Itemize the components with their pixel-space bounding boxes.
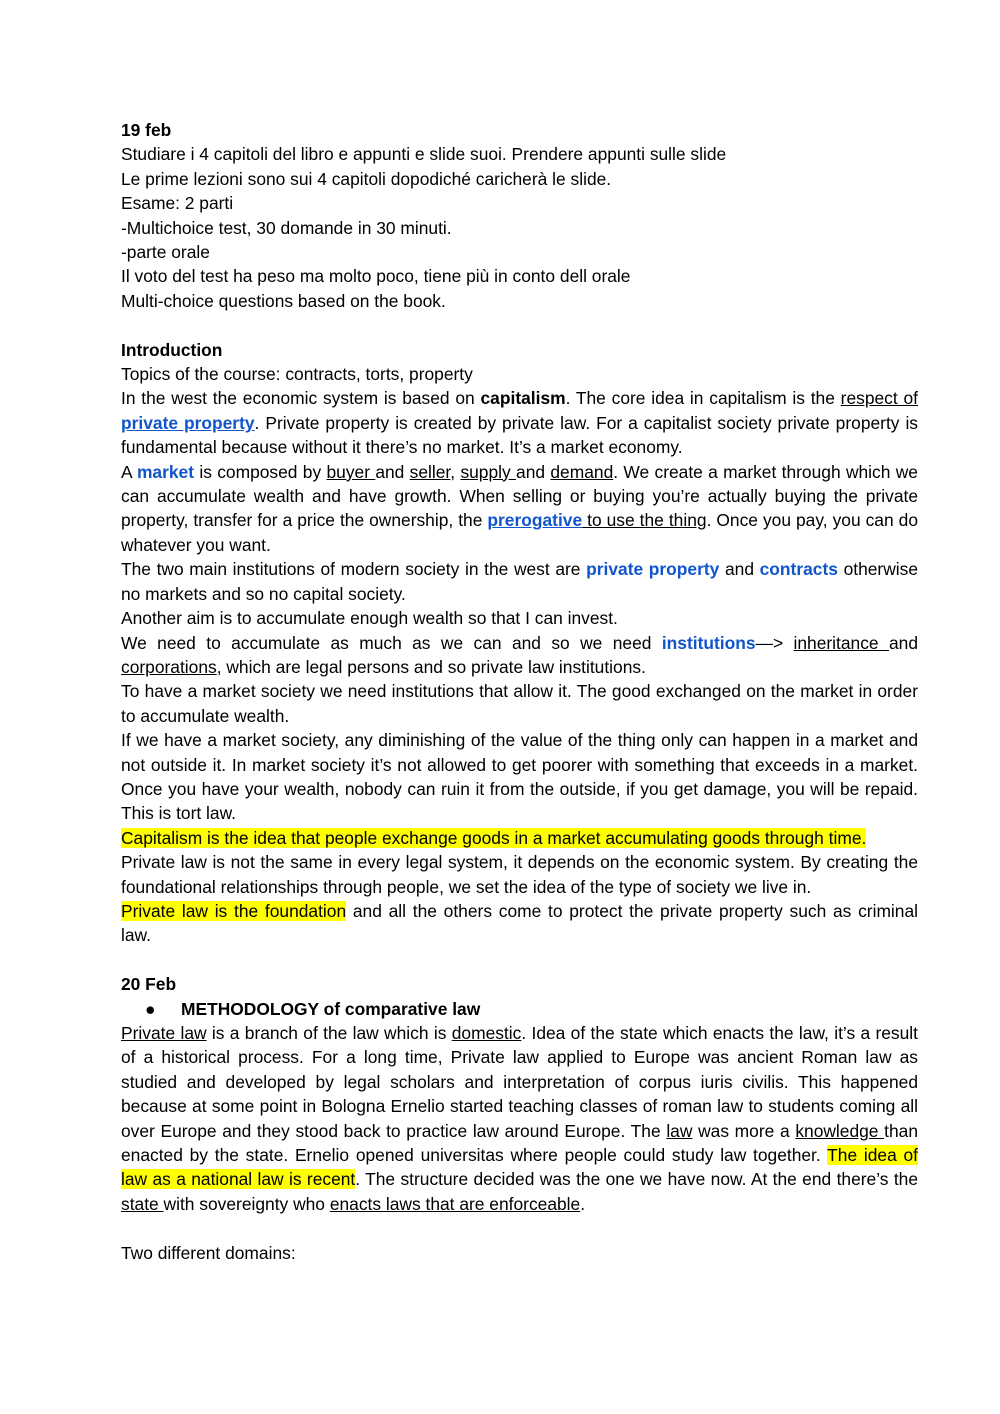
paragraph-methodology [121, 1021, 918, 1216]
underlined-text: to use the thing [582, 510, 707, 531]
underlined-text: buyer [326, 461, 376, 482]
highlighted-text: Capitalism is the idea that people exchange goods in a market accumulating goods through time. [121, 827, 867, 848]
blank-line [121, 313, 918, 337]
underlined-text: inheritance [793, 632, 889, 653]
text-run: and [516, 461, 551, 482]
text-run: and [888, 632, 918, 653]
text-run: . Once you pay, you can do whatever you want. [121, 510, 918, 555]
paragraph-market-society: To have a market society we need institutions that allow it. The good exchanged on the market in order to accumulate wealth. [121, 681, 918, 726]
bold-term: capitalism [480, 388, 566, 409]
text-run: otherwise no markets and so no capital society. [121, 559, 919, 604]
paragraph-capitalism [121, 386, 918, 459]
text-line: Le prime lezioni sono sui 4 capitoli dopodiché caricherà le slide. [121, 168, 612, 189]
underlined-text: knowledge [795, 1120, 885, 1141]
paragraph-invest: Another aim is to accumulate enough wealth so that I can invest. [121, 608, 618, 629]
blank-line [121, 1216, 918, 1240]
text-run: , [450, 461, 461, 482]
keyword-private-property: private property [586, 559, 720, 580]
text-run: In the west the economic system is based on [121, 388, 481, 409]
underlined-text: corporations [121, 656, 217, 677]
highlighted-text: The idea of law as a national law is recent [121, 1145, 918, 1190]
text-run: —> [755, 632, 794, 653]
paragraph-foundation [121, 899, 918, 948]
text-line: Two different domains: [121, 1242, 296, 1263]
underlined-text: domestic [451, 1023, 522, 1043]
underlined-text: law [666, 1120, 693, 1141]
text-line: -parte orale [121, 242, 210, 263]
section-heading-introduction: Introduction [121, 339, 223, 360]
text-line: Esame: 2 parti [121, 193, 234, 214]
text-line: Studiare i 4 capitoli del libro e appunti e slide suoi. Prendere appunti sulle slide [121, 144, 727, 165]
text-run: and [375, 461, 410, 482]
paragraph-tort-law: If we have a market society, any diminishing of the value of the thing only can happen in a market and not outside it. In market society it’s not allowed to get poorer with something that exceeds in a market. Once you have your wealth, nobody can ruin it from the outside, if you get damage, you will be repaid. This is tort law. [121, 730, 918, 824]
text-run: . We create a market through which we can accumulate wealth and have growth. When selling or buying you’re actually buying the private property, transfer for a price the ownership, the [121, 461, 918, 531]
text-run: , which are legal persons and so private law institutions. [216, 656, 646, 677]
highlighted-text: Private law is the foundation [121, 900, 347, 921]
keyword-institutions: institutions [661, 632, 756, 653]
text-line: -Multichoice test, 30 domande in 30 minuti. [121, 217, 452, 238]
text-line: Il voto del test ha peso ma molto poco, tiene più in conto dell orale [121, 266, 631, 287]
underlined-text: Private law [121, 1023, 207, 1043]
bullet-item [121, 997, 918, 1021]
paragraph-market [121, 460, 918, 558]
underlined-text: demand [550, 461, 614, 482]
text-run: . Private property is created by private law. For a capitalist society private property is fundamental because without it there’s no market. It’s a market economy. [121, 412, 919, 458]
paragraph-private-law: Private law is not the same in every legal system, it depends on the economic system. By creating the foundational relationships through people, we set the idea of the type of society we live in. [121, 852, 918, 897]
text-run: with sovereignty who [163, 1193, 330, 1214]
text-run: and all the others come to protect the private property such as criminal law. [121, 900, 919, 946]
paragraph-accumulate [121, 631, 918, 680]
text-run: . The structure decided was the one we have now. At the end there’s the [355, 1169, 918, 1190]
underlined-text: seller [409, 461, 451, 482]
text-run: is a branch of the law which is [206, 1023, 452, 1043]
text-run: . Idea of the state which enacts the law, it’s a result of a historical process. For a long time, Private law applied to Europe was ancient Roman law as studied and developed by legal scholars and interpretation of corpus iuris civilis. This happened because at some point in Bologna Ernelio started teaching classes of roman law to students coming all over Europe and they stood back to practice law around Europe. The [121, 1023, 918, 1141]
text-run: . The core idea in capitalism is the [565, 388, 841, 409]
text-run: and [719, 559, 760, 580]
text-run: A [121, 461, 137, 482]
text-run: We need to accumulate as much as we can and so we need [121, 632, 662, 653]
topics-line: Topics of the course: contracts, torts, property [121, 364, 473, 385]
bullet-dot-icon: ● [145, 998, 156, 1019]
paragraph-institutions [121, 557, 918, 606]
keyword-private-property: private property [121, 412, 255, 433]
keyword-market: market [136, 461, 195, 482]
underlined-text: respect of [840, 388, 918, 409]
blank-line [121, 948, 918, 972]
document-page [121, 118, 918, 1265]
underlined-text: state [121, 1193, 164, 1214]
text-run: The two main institutions of modern society in the west are [121, 559, 587, 580]
text-run: than enacted by the state. Ernelio opened universitas where people could study law together. [121, 1120, 919, 1166]
text-run: is composed by [194, 461, 327, 482]
keyword-prerogative: prerogative [487, 510, 583, 531]
paragraph-capitalism-definition [121, 826, 918, 850]
text-line: Multi-choice questions based on the book. [121, 290, 446, 311]
section-heading-19-feb: 19 feb [121, 120, 172, 140]
text-run: was more a [692, 1120, 796, 1141]
bullet-text: METHODOLOGY of comparative law [181, 998, 481, 1019]
underlined-text: enacts laws that are enforceable [329, 1193, 581, 1214]
underlined-text: supply [460, 461, 517, 482]
keyword-contracts: contracts [759, 559, 838, 580]
text-run: . [580, 1193, 586, 1214]
section-heading-20-feb: 20 Feb [121, 974, 177, 995]
